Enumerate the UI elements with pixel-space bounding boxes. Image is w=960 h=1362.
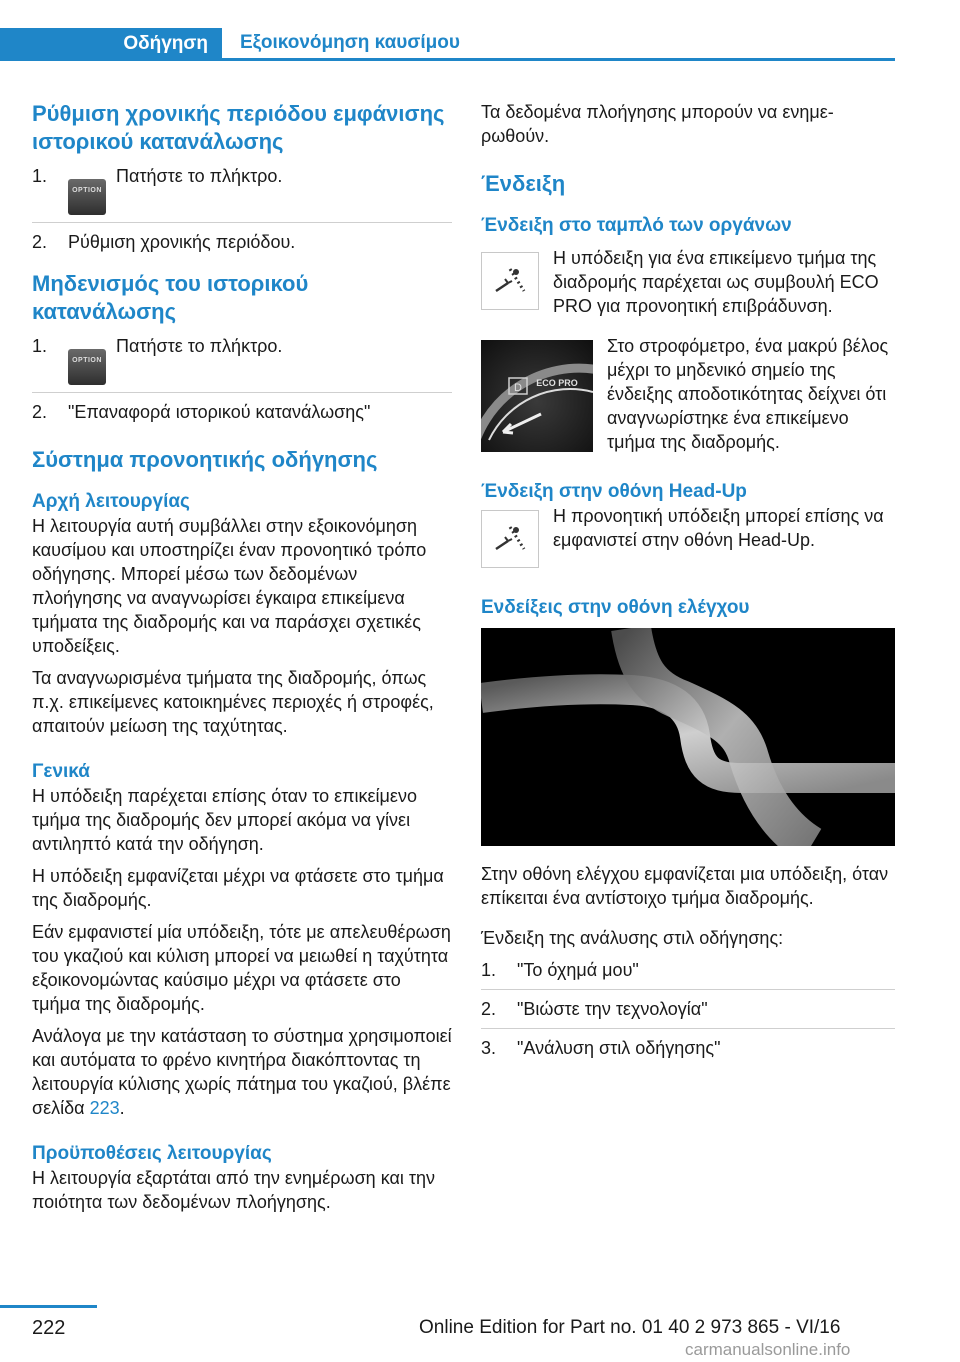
- gauge-mode: ECO PRO: [536, 378, 578, 388]
- list-item: 1. "Το όχημά μου": [481, 960, 639, 980]
- watermark: carmanualsonline.info: [685, 1340, 851, 1359]
- list-item: 2. "Βιώστε την τεχνολογία": [481, 999, 708, 1019]
- header-rule: [0, 58, 895, 61]
- header-tabbar: [0, 28, 895, 61]
- paragraph: Τα δεδομένα πλοήγησης μπορούν να ενημερωθούν.: [481, 102, 834, 146]
- coasting-symbol-icon: [481, 252, 539, 310]
- paragraph: Η λειτουργία εξαρτάται από την ενημέρωση και την ποιότητα των δεδομένων πλοήγησης.: [32, 1168, 436, 1212]
- section-title-predictive-system: Σύστημα προνοητικής οδήγησης: [32, 447, 378, 472]
- tachometer-eco-pro-gauge: [481, 340, 593, 452]
- paragraph: Τα αναγνωρισμένα τμήματα της διαδρομής, όπως π.χ. επικείμενες κατοικημένες περιοχές ή στροφές, απαιτούν μείωση της ταχύτητας.: [32, 668, 434, 736]
- tab-fuel-saving: Εξοικονόμηση καυσίμου: [240, 32, 460, 53]
- option-button-icon: OPTION: [68, 349, 106, 385]
- tab-driving: Οδήγηση: [0, 28, 222, 60]
- list-item: 1. OPTIONΠατήστε το πλήκτρο.: [32, 164, 452, 215]
- paragraph: Η υπόδειξη εμφανίζεται μέχρι να φτάσετε στο τμήμα της διαδρομής.: [32, 866, 444, 910]
- left-column: [32, 100, 452, 1214]
- paragraph: Η υπόδειξη παρέχεται επίσης όταν το επικείμενο τμήμα της διαδρομής δεν μπορεί ακόμα να γίνει αντιληπτό κατά την οδήγηση.: [32, 786, 417, 854]
- subsection-title-principle: Αρχή λειτουργίας: [32, 491, 190, 512]
- right-column: [481, 100, 895, 1060]
- subsection-title-head-up: Ένδειξη στην οθόνη Head-Up: [481, 481, 747, 502]
- steps-reset-history: [32, 334, 452, 424]
- subsection-title-control-display: Ενδείξεις στην οθόνη ελέγχου: [481, 597, 750, 618]
- list-item: 3. "Ανάλυση στιλ οδήγησης": [481, 1038, 721, 1058]
- gauge-letter: D: [514, 382, 522, 394]
- section-title-display: Ένδειξη: [481, 171, 566, 196]
- paragraph: Η υπόδειξη για ένα επικείμενο τμήμα της διαδρομής παρέχεται ως συμβουλή ECO PRO για προνοητική επιβράδυνση.: [553, 248, 879, 316]
- paragraph: Η προνοητική υπόδειξη μπορεί επίσης να εμφανιστεί στην οθόνη Head-Up.: [553, 506, 884, 550]
- list-item: 2. "Επαναφορά ιστορικού κατανάλωσης": [32, 402, 371, 422]
- paragraph: Στο στροφόμετρο, ένα μακρύ βέλος μέχρι το μηδενικό σημείο της ένδειξης αποδοτικότητας δείχνει ότι αναγνωρίστηκε ένα επικείμενο τμήμα της διαδρομής.: [607, 336, 889, 452]
- subsection-title-cluster: Ένδειξη στο ταμπλό των οργάνων: [481, 215, 792, 236]
- edition-text: Online Edition for Part no. 01 40 2 973 865 - VI/16: [419, 1317, 841, 1338]
- page-number: 222: [32, 1317, 66, 1339]
- coasting-symbol-icon: [481, 510, 539, 568]
- section-title-history-period: Ρύθμιση χρονικής περιόδου εμφάνισης ιστορικού κατανάλωσης: [32, 101, 445, 154]
- list-item: 2. Ρύθμιση χρονικής περιόδου.: [32, 232, 296, 252]
- section-title-reset-history: Μηδενισμός του ιστορικού κατανάλωσης: [32, 271, 309, 324]
- option-button-icon: OPTION: [68, 179, 106, 215]
- menu-path-list: [481, 958, 895, 1060]
- footer-rule: [0, 1305, 97, 1308]
- page-link[interactable]: 223: [89, 1098, 120, 1118]
- paragraph: Ένδειξη της ανάλυσης στιλ οδήγησης:: [481, 928, 784, 948]
- steps-history-period: [32, 164, 452, 254]
- paragraph: Στην οθόνη ελέγχου εμφανίζεται μια υπόδειξη, όταν επίκειται ένα αντίστοιχο τμήμα διαδρομής.: [481, 864, 889, 908]
- paragraph: Εάν εμφανιστεί μία υπόδειξη, τότε με απελευθέρωση του γκαζιού και κύλιση μπορεί να μειωθεί η ταχύτητα εξοικονομώντας καύσιμο μέχρι να φτάσετε στο τμήμα της διαδρομής.: [32, 922, 451, 1014]
- subsection-title-requirements: Προϋποθέσεις λειτουργίας: [32, 1143, 272, 1164]
- paragraph: Ανάλογα με την κατάσταση το σύστημα χρησιμοποιεί και αυτόματα το φρένο κινητήρα διακόπτοντας τη λειτουργία κύλισης χωρίς πάτημα του γκαζιού, βλέπε σελίδα 223.: [32, 1026, 452, 1118]
- control-display-road-image: [481, 628, 895, 846]
- subsection-title-general: Γενικά: [32, 761, 90, 782]
- list-item: 1. OPTIONΠατήστε το πλήκτρο.: [32, 334, 452, 385]
- paragraph: Η λειτουργία αυτή συμβάλλει στην εξοικονόμηση καυσίμου και υποστηρίζει έναν προνοητικό τρόπο οδήγησης. Μπορεί μέσω των δεδομένων πλοήγησης να αναγνωρίσει έγκαιρα επικείμενα τμήματα της διαδρομής και να παράσχει σχετικές υποδείξεις.: [32, 516, 427, 656]
